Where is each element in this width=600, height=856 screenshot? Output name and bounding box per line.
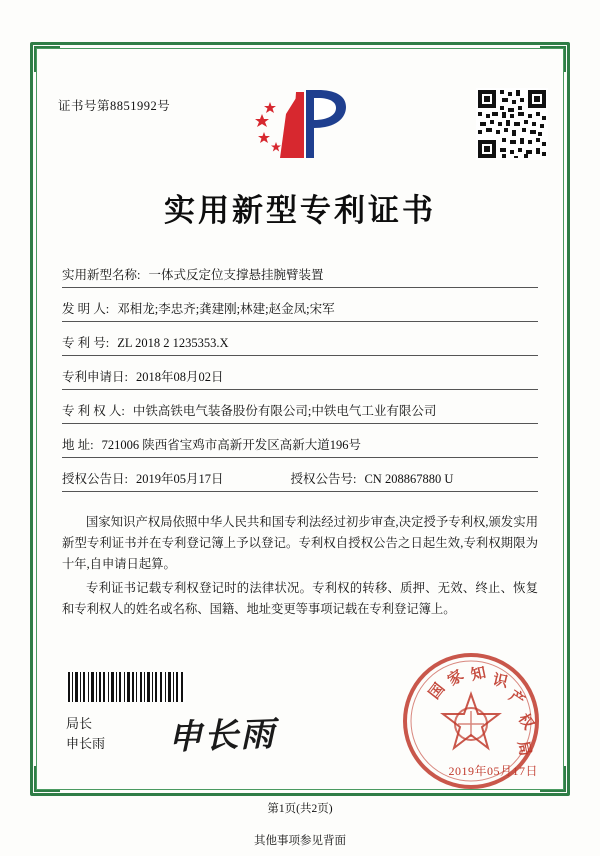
field-list: [62, 258, 538, 492]
field-row-patent-number: [62, 326, 538, 356]
director-title-block: [66, 714, 105, 754]
svg-text:权: 权: [514, 710, 539, 733]
page-title: 实用新型专利证书: [164, 193, 436, 229]
svg-text:局: 局: [514, 739, 535, 758]
grant-publication-value: CN 208867880 U: [364, 472, 454, 486]
field-row-utility-model-name: [62, 258, 538, 288]
field-row-application-date: [62, 360, 538, 390]
field-row-patentee: [62, 394, 538, 424]
field-label: 实用新型名称:: [62, 268, 141, 282]
director-name-line: 申长雨: [66, 736, 106, 751]
border-corner-top-right: [540, 46, 566, 72]
svg-text:产: 产: [505, 686, 529, 710]
field-row-grant: [62, 462, 538, 492]
qr-code-icon: [476, 88, 548, 160]
field-label: 地 址:: [62, 438, 94, 452]
patent-office-logo-icon: [248, 84, 352, 162]
svg-text:知: 知: [469, 663, 488, 684]
field-row-address: [62, 428, 538, 458]
field-label: 专 利 权 人:: [62, 404, 125, 418]
paragraph-2: 专利证书记载专利权登记时的法律状况。专利权的转移、质押、无效、终止、恢复和专利权人的姓名或名称、国籍、地址变更等事项记载在专利登记簿上。: [62, 581, 538, 616]
handwritten-signature: 申长雨: [167, 714, 277, 758]
border-corner-top-left: [34, 46, 60, 72]
field-label: 发 明 人:: [62, 302, 110, 316]
grant-publication-label: 授权公告号:: [290, 472, 357, 486]
field-value: 邓相龙;李忠齐;龚建刚;林建;赵金凤;宋军: [117, 302, 335, 316]
field-row-inventors: [62, 292, 538, 322]
field-value: 一体式反定位支撑悬挂腕臂装置: [148, 268, 324, 282]
field-label: 专 利 号:: [62, 336, 110, 350]
svg-text:家: 家: [444, 665, 467, 690]
page-number: 第1页(共2页): [267, 803, 333, 815]
field-value: 721006 陕西省宝鸡市高新开发区高新大道196号: [101, 438, 361, 452]
footer-note: 其他事项参见背面: [254, 835, 346, 847]
grant-date-value: 2019年05月17日: [135, 472, 224, 486]
field-value: ZL 2018 2 1235353.X: [117, 336, 229, 350]
seal-date: 2019年05月17日: [448, 764, 538, 778]
paragraph-1: 国家知识产权局依照中华人民共和国专利法经过初步审查,决定授予专利权,颁发实用新型专利证书并在专利登记簿上予以登记。专利权自授权公告之日起生效,专利权期限为十年,自申请日起算。: [62, 515, 538, 571]
svg-text:识: 识: [491, 670, 510, 692]
border-corner-bottom-left: [34, 766, 60, 792]
border-corner-bottom-right: [540, 766, 566, 792]
field-label: 专利申请日:: [62, 370, 128, 384]
legal-text-block: [62, 512, 538, 623]
svg-text:国: 国: [424, 679, 449, 703]
field-value: 2018年08月02日: [135, 370, 224, 384]
certificate-number: 证书号第8851992号: [58, 99, 171, 113]
barcode-icon: [66, 672, 186, 702]
field-value: 中铁高铁电气装备股份有限公司;中铁电气工业有限公司: [132, 404, 437, 418]
grant-date-label: 授权公告日:: [62, 472, 128, 486]
director-title-line1: 局长: [66, 716, 93, 731]
